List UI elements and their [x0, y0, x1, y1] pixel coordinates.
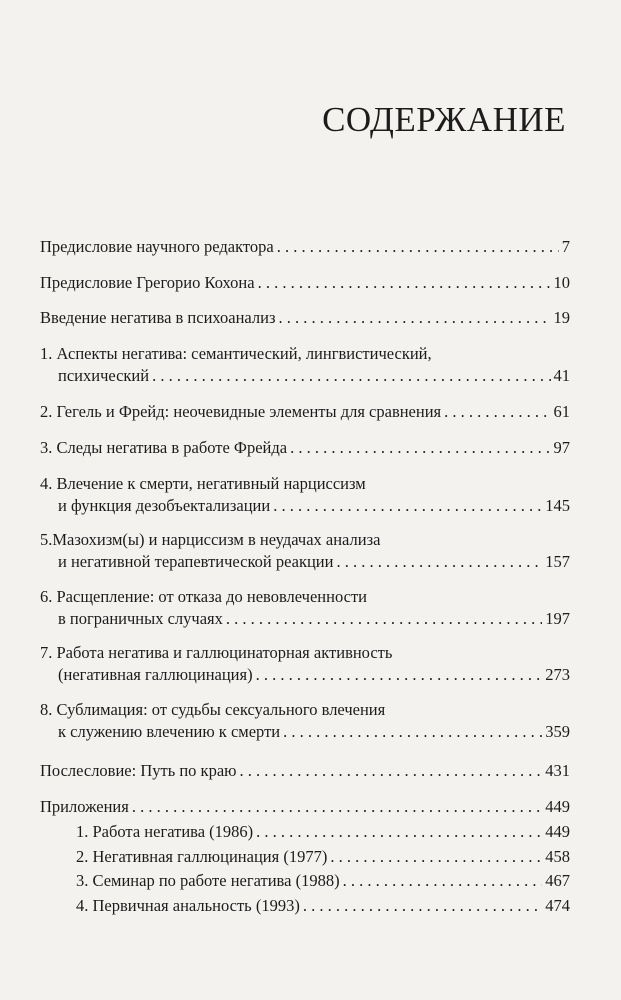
toc-entry-title-cont: в пограничных случаях: [58, 609, 223, 628]
toc-entry-title: Введение негатива в психоанализ: [40, 308, 276, 327]
leader-dots: [279, 307, 551, 329]
toc-entry-title: 7. Работа негатива и галлюцинаторная активность: [40, 643, 393, 662]
toc-entry-title: Послесловие: Путь по краю: [40, 761, 237, 780]
toc-entry-page: 431: [545, 761, 570, 780]
toc-entry-page: 19: [553, 308, 570, 327]
toc-entry: [40, 307, 570, 329]
toc-entry-title: Предисловие научного редактора: [40, 237, 274, 256]
leader-dots: [290, 437, 550, 459]
toc-entry-title-cont: к служению влечению к смерти: [58, 722, 281, 741]
toc-entry-title: 3. Следы негатива в работе Фрейда: [40, 438, 288, 457]
leader-dots: [226, 608, 542, 630]
leader-dots: [330, 846, 542, 868]
toc-entry: [40, 870, 570, 892]
toc-entry: [40, 272, 570, 294]
toc-entry-page: 97: [553, 438, 570, 457]
toc-entry-title: 2. Негативная галлюцинация (1977): [76, 847, 328, 866]
toc-entry-title-cont: психический: [58, 366, 150, 385]
page-title: СОДЕРЖАНИЕ: [322, 100, 566, 139]
toc-entry-page: 359: [545, 722, 570, 741]
toc-entry-title: 2. Гегель и Фрейд: неочевидные элементы для сравнения: [40, 402, 442, 421]
toc-entry-page: 449: [545, 797, 570, 816]
leader-dots: [277, 236, 559, 258]
toc-entry: [40, 586, 570, 630]
toc-entry-title-cont: (негативная галлюцинация): [58, 665, 253, 684]
leader-dots: [343, 870, 543, 892]
toc-entry-title: Приложения: [40, 797, 129, 816]
toc-entry: [40, 236, 570, 258]
toc-entry-page: 10: [553, 273, 570, 292]
toc-entry-title: 1. Работа негатива (1986): [76, 822, 254, 841]
toc-entry-title: Предисловие Грегорио Кохона: [40, 273, 255, 292]
toc-entry-page: 449: [545, 822, 570, 841]
toc-entry: [40, 796, 570, 818]
toc-entry-page: 41: [553, 366, 570, 385]
toc-entry-title: 8. Сублимация: от судьбы сексуального влечения: [40, 700, 386, 719]
toc-entry: [40, 699, 570, 743]
toc-entry: [40, 401, 570, 423]
toc-entry: [40, 437, 570, 459]
leader-dots: [256, 821, 542, 843]
toc-entry-page: 474: [545, 896, 570, 915]
toc-entry-page: 467: [545, 871, 570, 890]
leader-dots: [132, 796, 542, 818]
toc-entry-page: 7: [561, 237, 570, 256]
leader-dots: [239, 760, 542, 782]
toc-entry-title: 4. Влечение к смерти, негативный нарциссизм: [40, 474, 366, 493]
toc-entry-page: 145: [545, 496, 570, 515]
toc-entry-title-cont: и функция дезобъектализации: [58, 496, 271, 515]
toc-entry-title: 5.Мазохизм(ы) и нарциссизм в неудачах анализа: [40, 530, 381, 549]
toc-entry-title: 3. Семинар по работе негатива (1988): [76, 871, 340, 890]
toc-entry-title: 4. Первичная анальность (1993): [76, 896, 300, 915]
toc-entry: [40, 895, 570, 917]
toc-entry: [40, 642, 570, 686]
toc-entry-page: 273: [545, 665, 570, 684]
toc-entry-page: 157: [545, 552, 570, 571]
toc-entry-page: 458: [545, 847, 570, 866]
toc-entry-title: 6. Расщепление: от отказа до невовлеченности: [40, 587, 367, 606]
toc-entry: [40, 821, 570, 843]
toc-entry-page: 61: [553, 402, 570, 421]
toc-entry: [40, 529, 570, 573]
toc-entry: [40, 343, 570, 387]
toc-entry-title-cont: и негативной терапевтической реакции: [58, 552, 334, 571]
leader-dots: [256, 664, 543, 686]
leader-dots: [283, 721, 542, 743]
toc-entry: [40, 760, 570, 782]
leader-dots: [273, 495, 542, 517]
leader-dots: [336, 551, 542, 573]
toc-entry: [40, 846, 570, 868]
leader-dots: [444, 401, 550, 423]
leader-dots: [303, 895, 542, 917]
toc-entry: [40, 473, 570, 517]
leader-dots: [258, 272, 551, 294]
toc-entry-page: 197: [545, 609, 570, 628]
toc-entry-title: 1. Аспекты негатива: семантический, лингвистический,: [40, 344, 432, 363]
leader-dots: [152, 365, 550, 387]
